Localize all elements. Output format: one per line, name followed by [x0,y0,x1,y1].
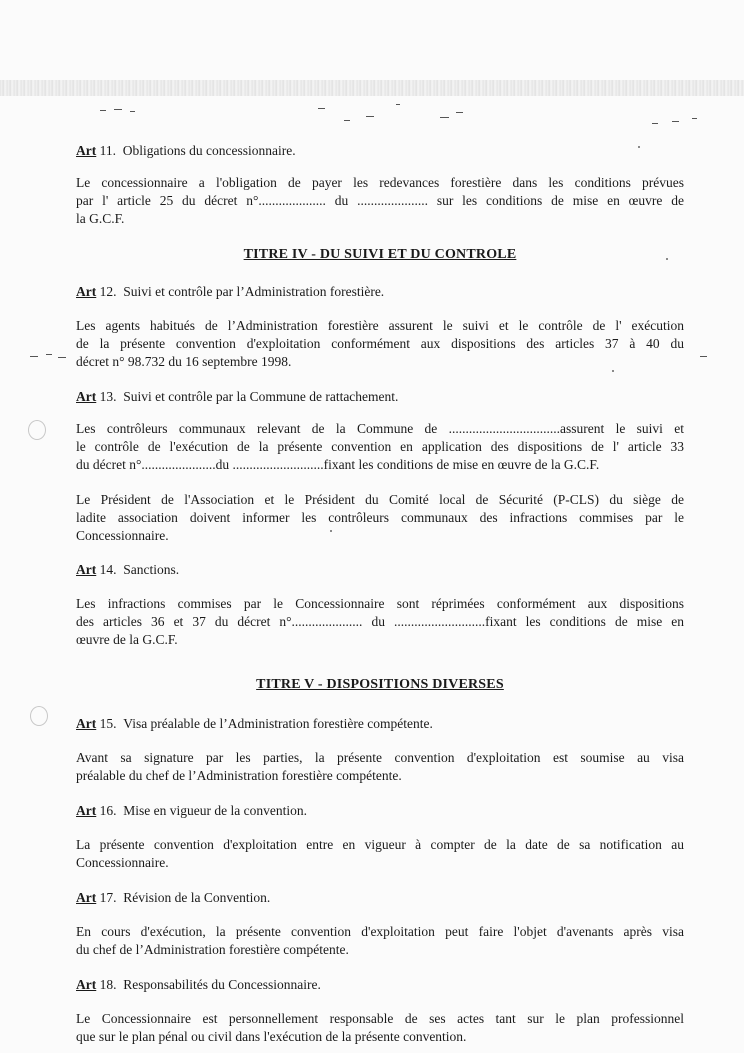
paragraph-line: des articles 36 et 37 du décret n°..................... du ...........................fixant les conditions de mise en [76,614,684,629]
paragraph-line: Le Concessionnaire est personnellement responsable de ses actes tant sur le plan professionnel [76,1011,684,1026]
scan-speck [130,111,135,112]
article-13-paragraph [76,420,684,474]
paragraph-line: que sur le plan pénal ou civil dans l'exécution de la présente convention. [76,1029,467,1044]
article-title: Suivi et contrôle par la Commune de rattachement. [123,389,399,404]
article-label: Art [76,284,97,299]
article-number: 15. [99,716,117,731]
scan-speck [46,354,52,355]
article-label: Art [76,389,97,404]
article-label: Art [76,890,97,905]
scan-speck [30,356,38,357]
paragraph-line: Concessionnaire. [76,528,169,543]
scan-speck [114,109,122,110]
article-label: Art [76,562,97,577]
article-11-paragraph [76,174,684,228]
article-16-heading [76,802,684,820]
scan-speck [366,116,374,117]
scan-speck [672,121,679,122]
paragraph-line: par l' article 25 du décret n°.................... du ..................... sur les conditions de mise en œuvre de [76,193,684,208]
paragraph-line: La présente convention d'exploitation entre en vigueur à compter de la date de sa notification au [76,837,684,852]
paragraph-line: Le concessionnaire a l'obligation de payer les redevances forestière dans les conditions prévues [76,175,684,190]
article-15-heading [76,715,684,733]
punch-hole [28,420,46,440]
article-16-paragraph [76,836,684,872]
article-number: 14. [99,562,117,577]
scan-speck [652,123,658,124]
scan-speck [692,118,697,119]
paragraph-line: la G.C.F. [76,211,125,226]
article-number: 11. [99,143,116,158]
paragraph-line: le contrôle de l'exécution de la présente convention en application des dispositions de l' article 33 [76,439,684,454]
article-title: Responsabilités du Concessionnaire. [123,977,321,992]
scan-speck [440,117,449,118]
document-body [76,142,684,1063]
scan-speck [456,112,463,113]
article-18-paragraph [76,1010,684,1046]
article-18-heading [76,976,684,994]
paragraph-line: du chef de l’Administration forestière compétente. [76,942,349,957]
paragraph-line: En cours d'exécution, la présente convention d'exploitation peut faire l'objet d'avenants après visa [76,924,684,939]
punch-hole [30,706,48,726]
paragraph-line: du décret n°......................du ...........................fixant les conditions de mise en œuvre de la G.C.F. [76,457,600,472]
article-label: Art [76,716,97,731]
article-label: Art [76,143,97,158]
paragraph-line: ladite association doivent informer les contrôleurs communaux des infractions commises par le [76,510,684,525]
article-title: Mise en vigueur de la convention. [123,803,307,818]
article-number: 13. [99,389,117,404]
article-17-paragraph [76,923,684,959]
paragraph-line: Les infractions commises par le Concessionnaire sont réprimées conformément aux dispositions [76,596,684,611]
article-title: Révision de la Convention. [123,890,271,905]
scan-speck [344,120,350,121]
scan-speck [700,356,707,357]
article-number: 12. [99,284,117,299]
article-11-heading [76,142,684,160]
article-label: Art [76,977,97,992]
article-number: 18. [99,977,117,992]
scan-speck [100,110,106,111]
paragraph-line: préalable du chef de l’Administration forestière compétente. [76,768,402,783]
article-title: Visa préalable de l’Administration forestière compétente. [123,716,433,731]
article-number: 16. [99,803,117,818]
titre-iv-heading: TITRE IV - DU SUIVI ET DU CONTROLE [243,247,517,262]
paragraph-line: Les contrôleurs communaux relevant de la Commune de .................................assurent le suivi et [76,421,684,436]
scan-speck [58,357,66,358]
paragraph-line: décret n° 98.732 du 16 septembre 1998. [76,354,292,369]
article-number: 17. [99,890,117,905]
article-title: Suivi et contrôle par l’Administration forestière. [123,284,385,299]
paragraph-line: Concessionnaire. [76,855,169,870]
scan-speck [318,108,325,109]
paragraph-line: œuvre de la G.C.F. [76,632,178,647]
titre-v-heading: TITRE V - DISPOSITIONS DIVERSES [256,677,504,692]
scan-speck [396,104,400,105]
article-17-heading [76,889,684,907]
article-12-paragraph [76,317,684,371]
paragraph-line: Les agents habitués de l’Administration forestière assurent le suivi et le contrôle de l' exécution [76,318,684,333]
article-13-heading [76,388,684,406]
article-13-paragraph-2 [76,491,684,545]
article-12-heading [76,283,684,301]
scan-noise-band [0,80,744,96]
article-14-paragraph [76,595,684,649]
paragraph-line: Avant sa signature par les parties, la présente convention d'exploitation est soumise au visa [76,750,684,765]
article-title: Obligations du concessionnaire. [122,143,296,158]
article-title: Sanctions. [123,562,180,577]
article-14-heading [76,561,684,579]
paragraph-line: de la présente convention d'exploitation conformément aux dispositions des articles 37 à 40 du [76,336,684,351]
article-15-paragraph [76,749,684,785]
paragraph-line: Le Président de l'Association et le Président du Comité local de Sécurité (P-CLS) du siège de [76,492,684,507]
article-label: Art [76,803,97,818]
